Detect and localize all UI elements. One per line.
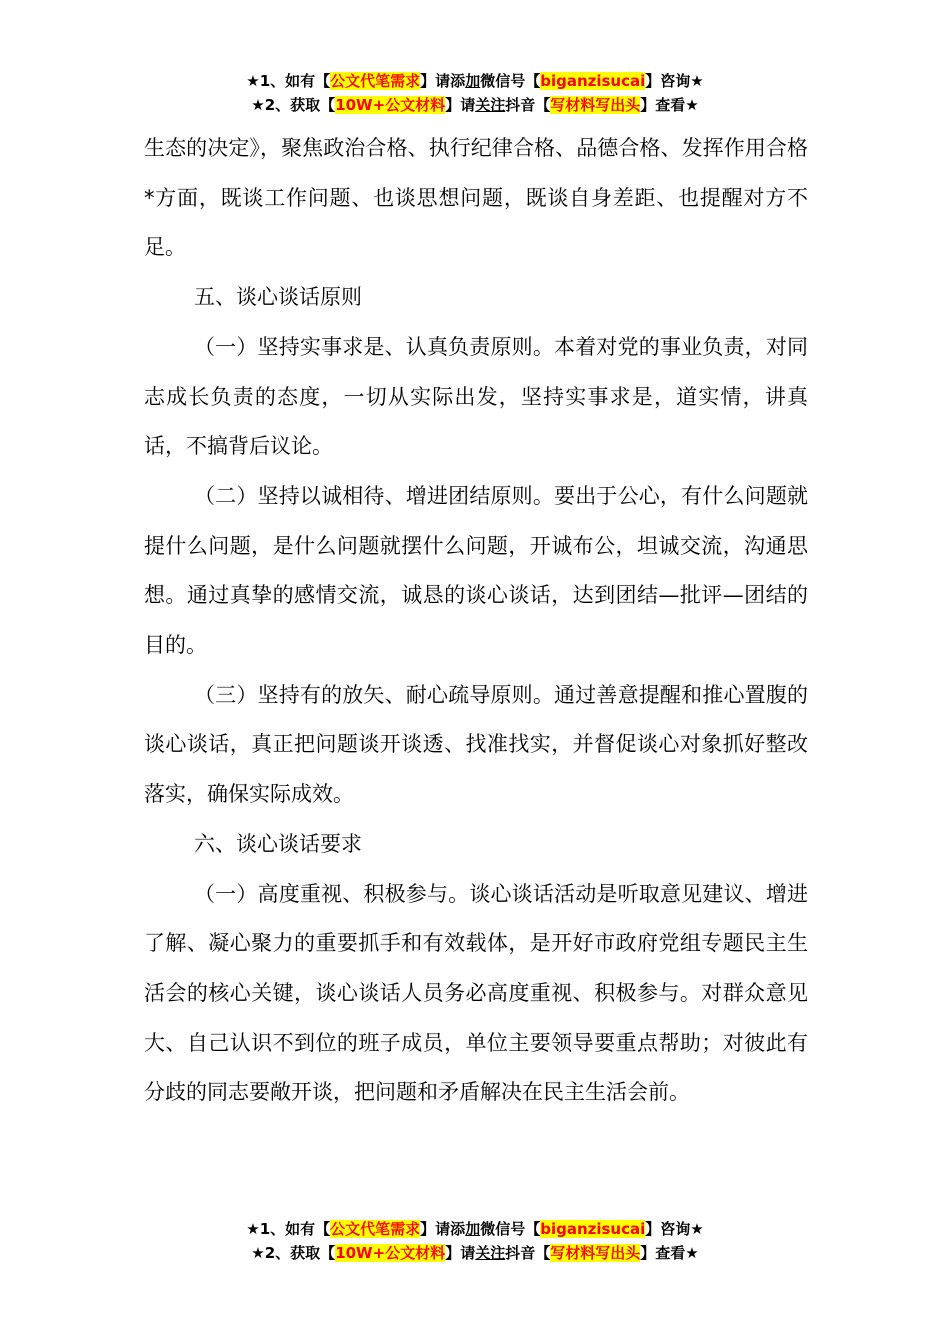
banner-highlight: 公文代笔需求: [330, 1220, 421, 1238]
section-heading-6: 六、谈心谈话要求: [194, 831, 362, 856]
banner-line-1: ★1、如有【公文代笔需求】请添加微信号【biganzisucai】咨询★: [246, 72, 704, 90]
document-body: [144, 124, 808, 1118]
banner-highlight: 写材料写出头: [550, 96, 641, 114]
banner-highlight: 10W+公文材料: [335, 96, 446, 114]
banner-highlight: 公文代笔需求: [330, 72, 421, 90]
section-heading-5: 五、谈心谈话原则: [194, 285, 362, 310]
banner-highlight: 写材料写出头: [550, 1244, 641, 1262]
paragraph-principle-3: （三）坚持有的放矢、耐心疏导原则。通过善意提醒和推心置腹的谈心谈话，真正把问题谈开谈透、找准找实，并督促谈心对象抓好整改落实，确保实际成效。: [144, 682, 808, 807]
banner-highlight: 10W+公文材料: [335, 1244, 446, 1262]
paragraph-requirement-1: （一）高度重视、积极参与。谈心谈话活动是听取意见建议、增进了解、凝心聚力的重要抓手和有效载体，是开好市政府党组专题民主生活会的核心关键，谈心谈话人员务必高度重视、积极参与。对群众意见大、自己认识不到位的班子成员，单位主要领导要重点帮助；对彼此有分歧的同志要敞开谈，把问题和矛盾解决在民主生活会前。: [144, 881, 808, 1105]
paragraph-principle-1: （一）坚持实事求是、认真负责原则。本着对党的事业负责，对同志成长负责的态度，一切从实际出发，坚持实事求是，道实情，讲真话，不搞背后议论。: [144, 334, 808, 459]
paragraph-principle-2: （二）坚持以诚相待、增进团结原则。要出于公心，有什么问题就提什么问题，是什么问题就摆什么问题，开诚布公，坦诚交流，沟通思想。通过真挚的感情交流，诚恳的谈心谈话，达到团结—批评—团结的目的。: [144, 483, 808, 658]
banner-line-1: ★1、如有【公文代笔需求】请添加微信号【biganzisucai】咨询★: [246, 1220, 704, 1238]
footer-banner: [0, 1217, 950, 1265]
paragraph-continuation: 生态的决定》，聚焦政治合格、执行纪律合格、品德合格、发挥作用合格*方面，既谈工作问题、也谈思想问题，既谈自身差距、也提醒对方不足。: [144, 136, 808, 260]
header-banner: [0, 69, 950, 117]
banner-line-2: ★2、获取【10W+公文材料】请关注抖音【写材料写出头】查看★: [251, 1244, 699, 1262]
banner-line-2: ★2、获取【10W+公文材料】请关注抖音【写材料写出头】查看★: [251, 96, 699, 114]
banner-highlight: biganzisucai: [540, 72, 646, 90]
banner-highlight: biganzisucai: [540, 1220, 646, 1238]
